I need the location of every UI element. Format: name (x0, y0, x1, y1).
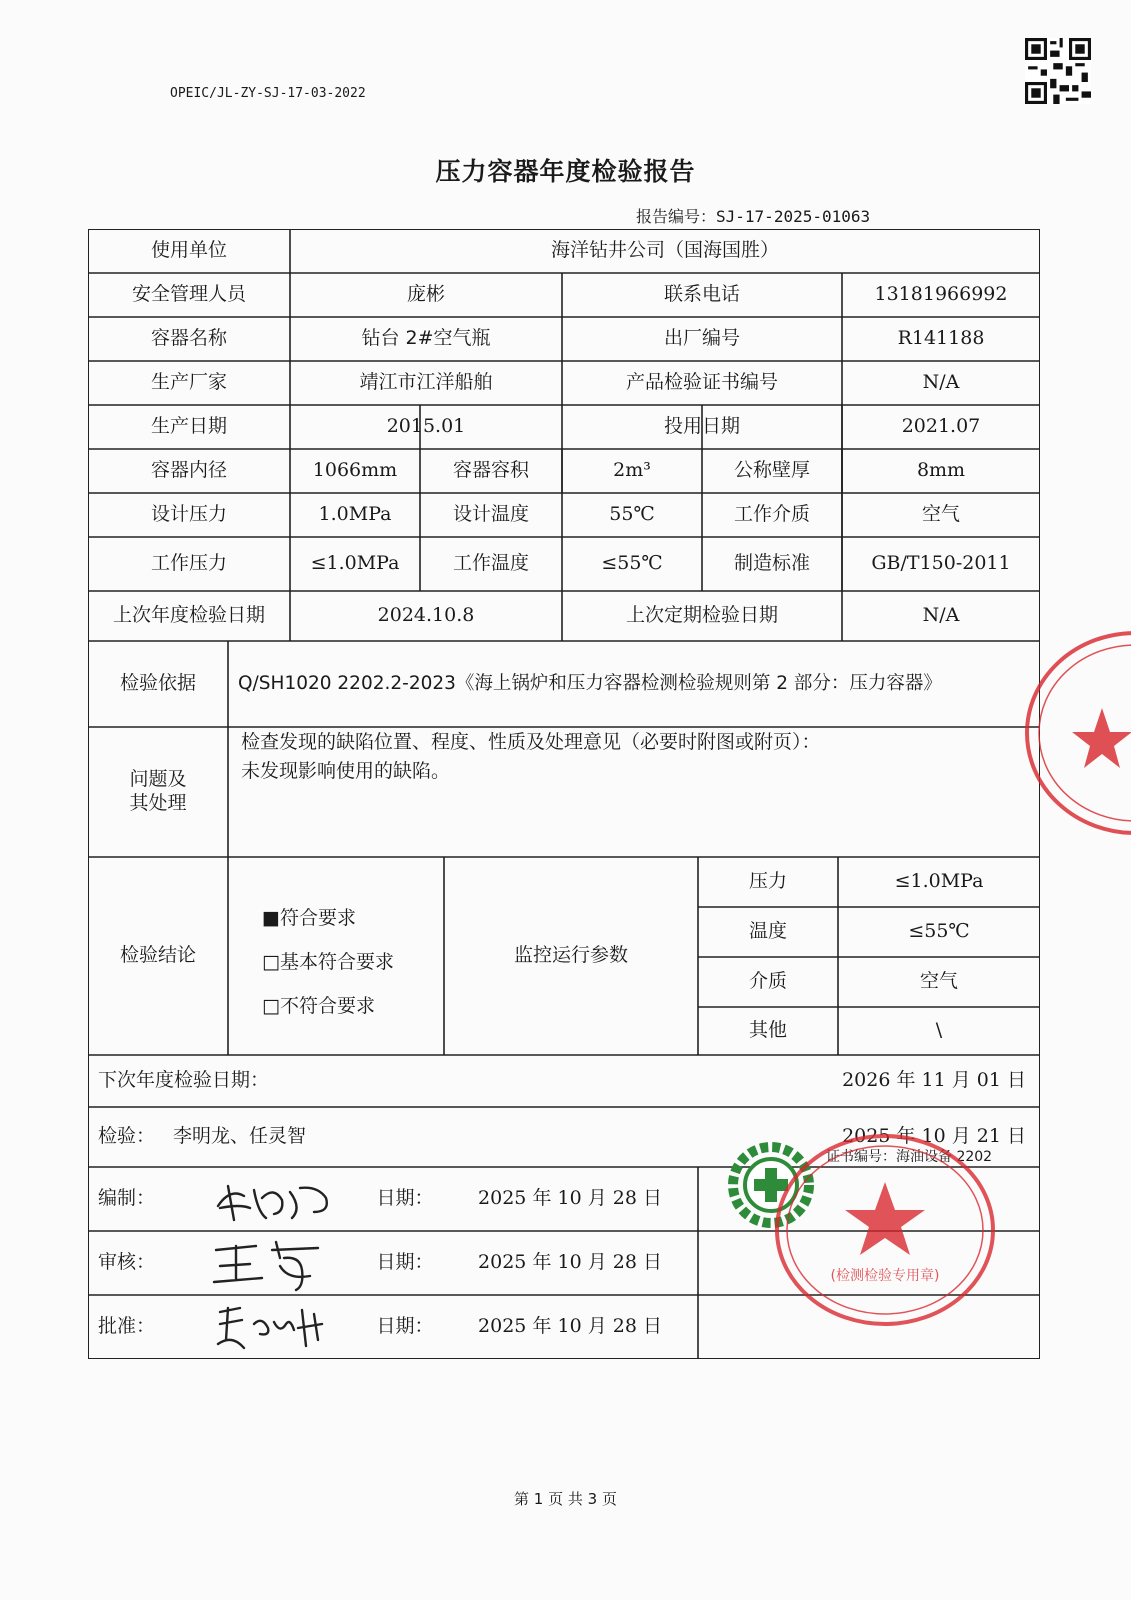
report-number-label: 报告编号： (636, 207, 717, 226)
user-unit-label: 使用单位 (150, 239, 227, 262)
qr-code-icon (1025, 38, 1091, 104)
conclusion-options (262, 896, 394, 1028)
volume-label: 容器容积 (452, 459, 529, 482)
work-temp-label: 工作温度 (452, 552, 529, 575)
vessel-name-label: 容器名称 (150, 327, 227, 350)
inspection-row (88, 1107, 588, 1167)
compile-date-label: 日期： (376, 1187, 434, 1210)
option-non-compliant[interactable]: □不符合要求 (262, 995, 375, 1017)
design-pressure-label: 设计压力 (150, 503, 227, 526)
factory-no-label: 出厂编号 (663, 327, 740, 350)
problems-label-line2: 其处理 (129, 792, 187, 814)
monitor-pressure-value: ≤1.0MPa (894, 870, 984, 893)
vessel-name-value: 钻台 2#空气瓶 (361, 327, 491, 350)
cert-no-label: 产品检验证书编号 (625, 371, 778, 394)
option-basically-compliant[interactable]: □基本符合要求 (262, 951, 394, 973)
inner-diameter-label: 容器内径 (150, 459, 227, 482)
standard-value: GB/T150-2011 (871, 552, 1011, 575)
design-pressure-value: 1.0MPa (318, 503, 392, 526)
monitor-other-value: \ (935, 1019, 943, 1042)
inspection-date: 2025 年 10 月 21 日 (842, 1125, 1026, 1148)
inspection-label: 检验： (98, 1125, 156, 1148)
monitor-temp-label: 温度 (748, 920, 787, 943)
basis-value: Q/SH1020 2202.2-2023《海上锅炉和压力容器检测检验规则第 2 部分：压力容器》 (238, 673, 942, 695)
review-date: 2025 年 10 月 28 日 (478, 1251, 662, 1274)
review-date-label: 日期： (376, 1251, 434, 1274)
last-periodic-value: N/A (922, 604, 960, 627)
service-date-label: 投用日期 (663, 415, 740, 438)
problems-label-line1: 问题及 (129, 768, 187, 791)
inspectors: 李明龙、任灵智 (173, 1125, 307, 1148)
signature-compiler (210, 1178, 340, 1224)
signature-approver (214, 1300, 334, 1354)
standard-label: 制造标准 (733, 552, 810, 575)
approve-date-label: 日期： (376, 1315, 434, 1338)
compile-label: 编制： (98, 1187, 156, 1210)
last-periodic-label: 上次定期检验日期 (625, 604, 778, 627)
volume-value: 2m³ (613, 459, 651, 482)
page-title: 压力容器年度检验报告 (435, 157, 696, 186)
design-temp-value: 55℃ (609, 503, 655, 526)
monitor-label: 监控运行参数 (513, 944, 628, 967)
factory-no-value: R141188 (897, 327, 985, 350)
problems-line1: 检查发现的缺陷位置、程度、性质及处理意见（必要时附图或附页）： (241, 731, 821, 753)
last-annual-value: 2024.10.8 (377, 604, 475, 627)
approve-date: 2025 年 10 月 28 日 (478, 1315, 662, 1338)
monitor-pressure-label: 压力 (748, 870, 787, 893)
cert-label: 证书编号：海油设备 2202 (826, 1149, 993, 1165)
cert-no-value: N/A (922, 371, 960, 394)
wall-label: 公称壁厚 (733, 459, 810, 482)
prod-date-label: 生产日期 (150, 415, 227, 438)
page-footer: 第 1 页 共 3 页 (514, 1490, 617, 1508)
conclusion-label: 检验结论 (119, 944, 196, 967)
work-pressure-label: 工作压力 (150, 552, 227, 575)
report-number-value: SJ-17-2025-01063 (716, 207, 871, 226)
design-temp-label: 设计温度 (452, 503, 529, 526)
monitor-other-label: 其他 (748, 1019, 787, 1042)
safety-manager-label: 安全管理人员 (131, 283, 246, 306)
phone-value: 13181966992 (874, 283, 1008, 306)
stamp-caption: (检测检验专用章) (830, 1268, 940, 1284)
option-compliant[interactable]: ■符合要求 (262, 907, 356, 929)
work-temp-value: ≤55℃ (601, 552, 663, 575)
problems-line2: 未发现影响使用的缺陷。 (241, 760, 451, 782)
basis-label: 检验依据 (119, 672, 196, 695)
medium-label: 工作介质 (733, 503, 810, 526)
edge-seal-stamp (1020, 628, 1131, 838)
report-number (636, 204, 870, 227)
compile-date: 2025 年 10 月 28 日 (478, 1187, 662, 1210)
inspection-seal-stamp (770, 1130, 1000, 1330)
review-label: 审核： (98, 1251, 156, 1274)
monitor-temp-value: ≤55℃ (908, 920, 970, 943)
prod-date-value: 2015.01 (386, 415, 466, 438)
signature-reviewer (210, 1236, 330, 1292)
manufacturer-value: 靖江市江洋船舶 (359, 371, 493, 394)
medium-value: 空气 (921, 503, 960, 526)
monitor-medium-value: 空气 (919, 970, 958, 993)
approve-label: 批准： (98, 1315, 156, 1338)
inner-diameter-value: 1066mm (312, 459, 398, 482)
work-pressure-value: ≤1.0MPa (310, 552, 400, 575)
user-unit-value: 海洋钻井公司（国海国胜） (550, 239, 779, 262)
problems-text (241, 728, 821, 786)
monitor-medium-label: 介质 (748, 970, 787, 993)
problems-label (88, 727, 228, 857)
wall-value: 8mm (916, 459, 966, 482)
document-code: OPEIC/JL-ZY-SJ-17-03-2022 (170, 86, 366, 101)
next-annual-label: 下次年度检验日期： (98, 1069, 270, 1092)
phone-label: 联系电话 (663, 283, 740, 306)
next-annual-value: 2026 年 11 月 01 日 (842, 1069, 1026, 1092)
manufacturer-label: 生产厂家 (150, 371, 227, 394)
safety-manager-value: 庞彬 (406, 283, 445, 306)
last-annual-label: 上次年度检验日期 (112, 604, 265, 627)
service-date-value: 2021.07 (901, 415, 981, 438)
